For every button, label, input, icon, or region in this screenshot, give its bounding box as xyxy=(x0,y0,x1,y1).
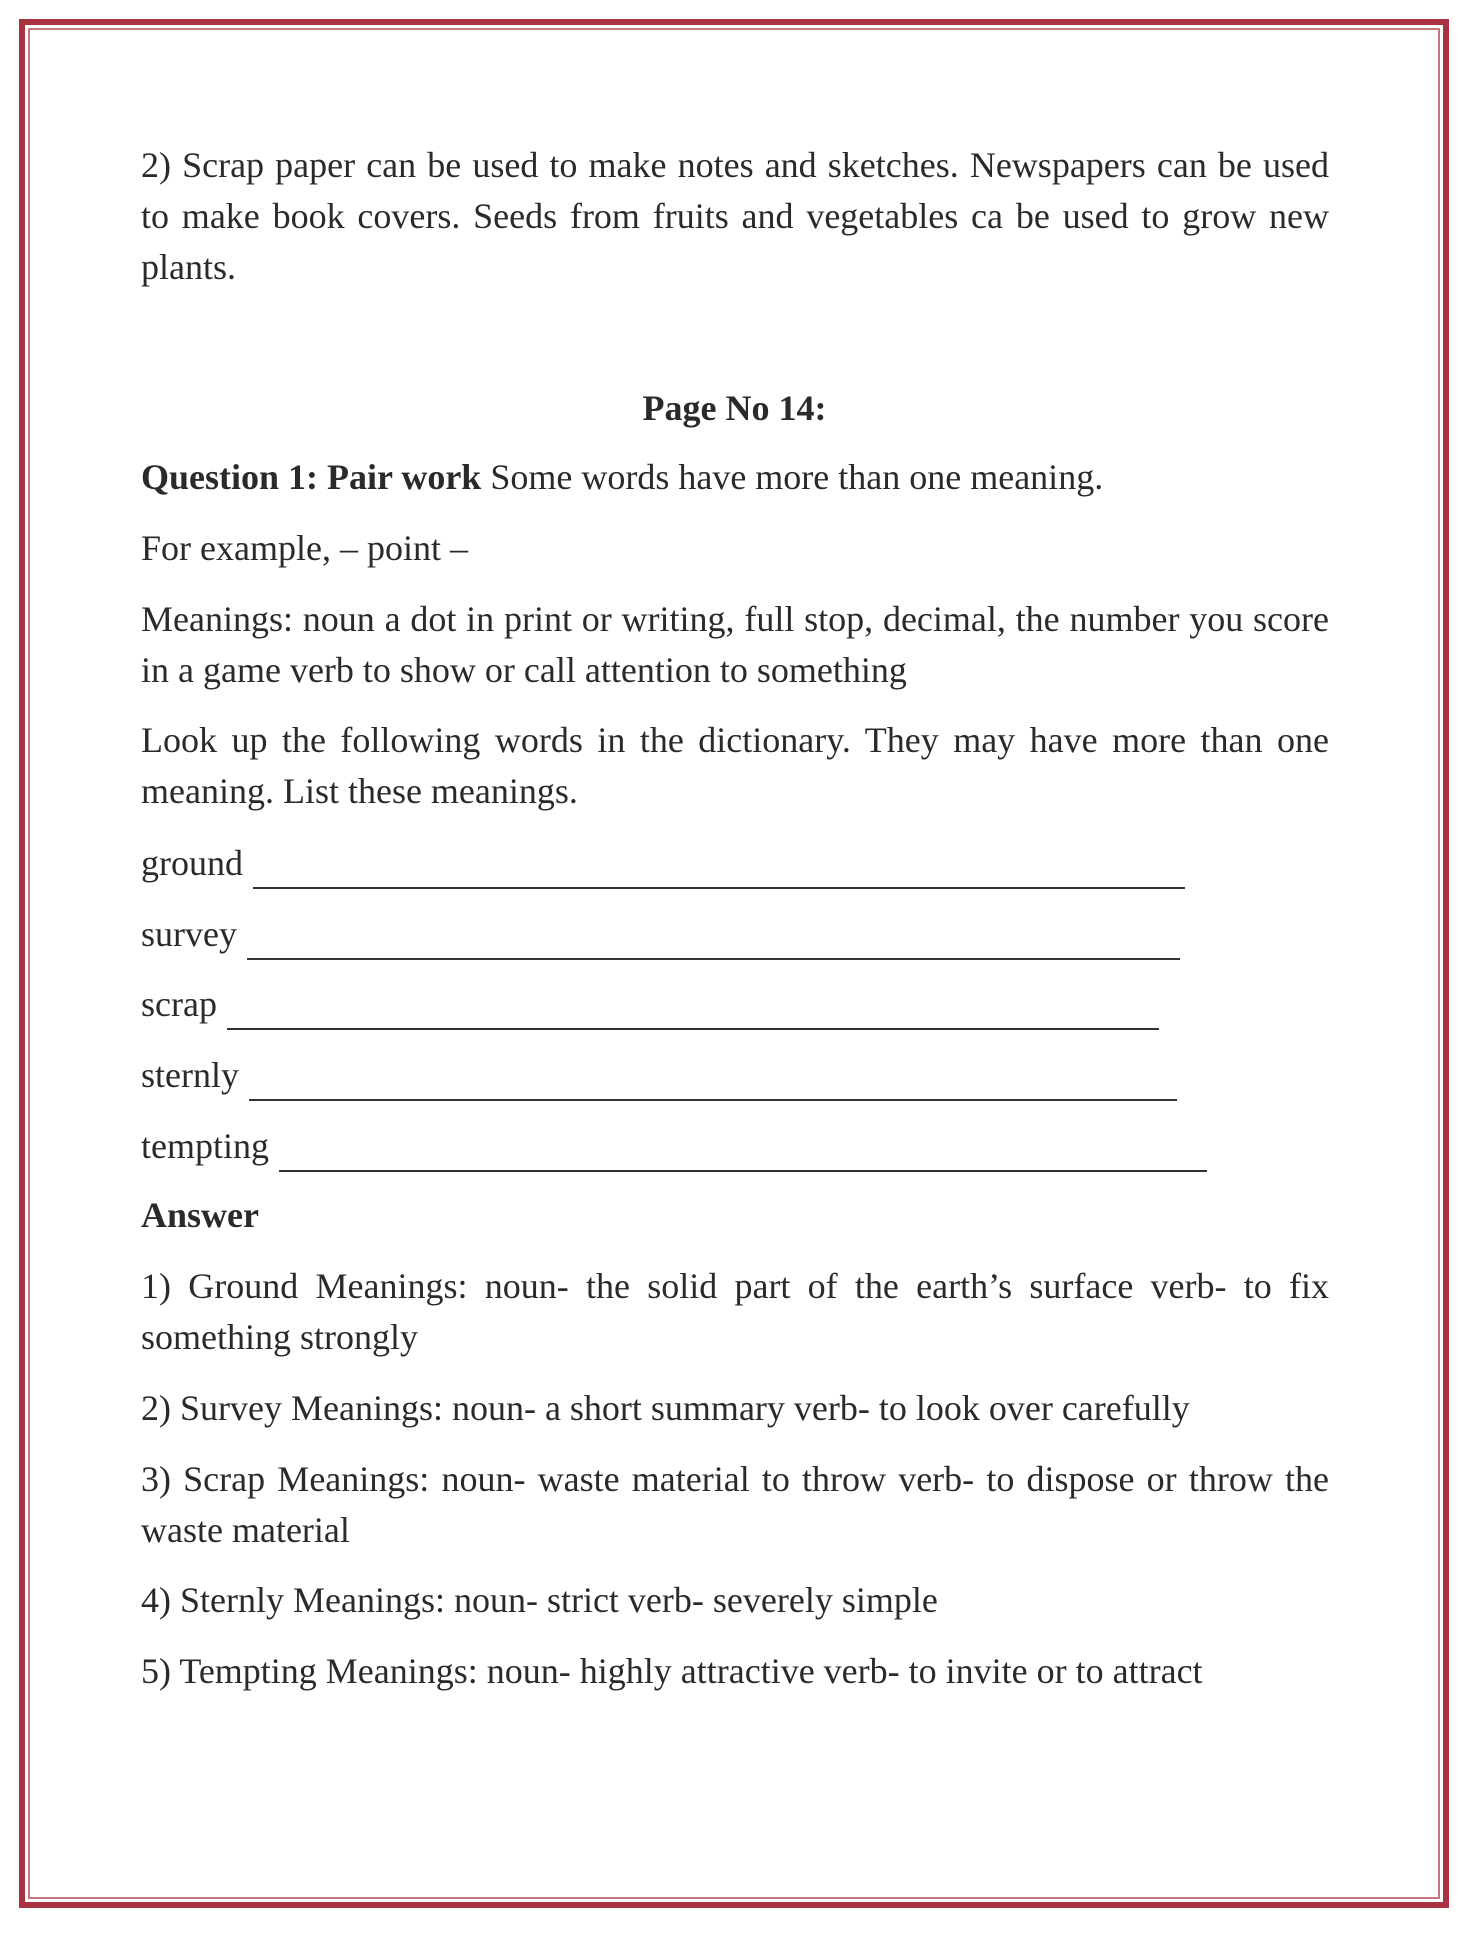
word-label: survey xyxy=(141,914,237,954)
instruction: Look up the following words in the dictionary. They may have more than one meaning. List these meanings. xyxy=(141,720,1329,811)
answer-5: 5) Tempting Meanings: noun- highly attractive verb- to invite or to attract xyxy=(141,1651,1203,1691)
word-label: tempting xyxy=(141,1126,269,1166)
word-row-survey xyxy=(141,909,1180,960)
question-label: Question 1: Pair work xyxy=(141,457,482,497)
question-1 xyxy=(141,452,1329,503)
word-row-ground xyxy=(141,838,1185,889)
answer-blank[interactable] xyxy=(279,1136,1207,1172)
word-label: ground xyxy=(141,843,243,883)
word-row-tempting xyxy=(141,1121,1207,1172)
word-label: scrap xyxy=(141,984,217,1024)
intro-paragraph: 2) Scrap paper can be used to make notes and sketches. Newspapers can be used to make book covers. Seeds from fruits and vegetables ca be used to grow new plants. xyxy=(141,145,1329,287)
answer-2: 2) Survey Meanings: noun- a short summary verb- to look over carefully xyxy=(141,1388,1190,1428)
answer-4: 4) Sternly Meanings: noun- strict verb- severely simple xyxy=(141,1580,938,1620)
word-row-scrap xyxy=(141,979,1159,1030)
example-line: For example, – point – xyxy=(141,528,468,568)
answer-3: 3) Scrap Meanings: noun- waste material to throw verb- to dispose or throw the waste material xyxy=(141,1459,1329,1550)
question-text: Some words have more than one meaning. xyxy=(481,457,1104,497)
meanings-example: Meanings: noun a dot in print or writing, full stop, decimal, the number you score in a game verb to show or call attention to something xyxy=(141,599,1329,690)
answer-1: 1) Ground Meanings: noun- the solid part of the earth’s surface verb- to fix something strongly xyxy=(141,1266,1329,1357)
page-heading: Page No 14: xyxy=(642,388,827,428)
word-row-sternly xyxy=(141,1050,1177,1101)
answer-blank[interactable] xyxy=(227,994,1159,1030)
answer-blank[interactable] xyxy=(249,1065,1177,1101)
word-label: sternly xyxy=(141,1055,239,1095)
answer-heading: Answer xyxy=(141,1195,259,1235)
answer-blank[interactable] xyxy=(253,853,1185,889)
answer-blank[interactable] xyxy=(247,924,1180,960)
